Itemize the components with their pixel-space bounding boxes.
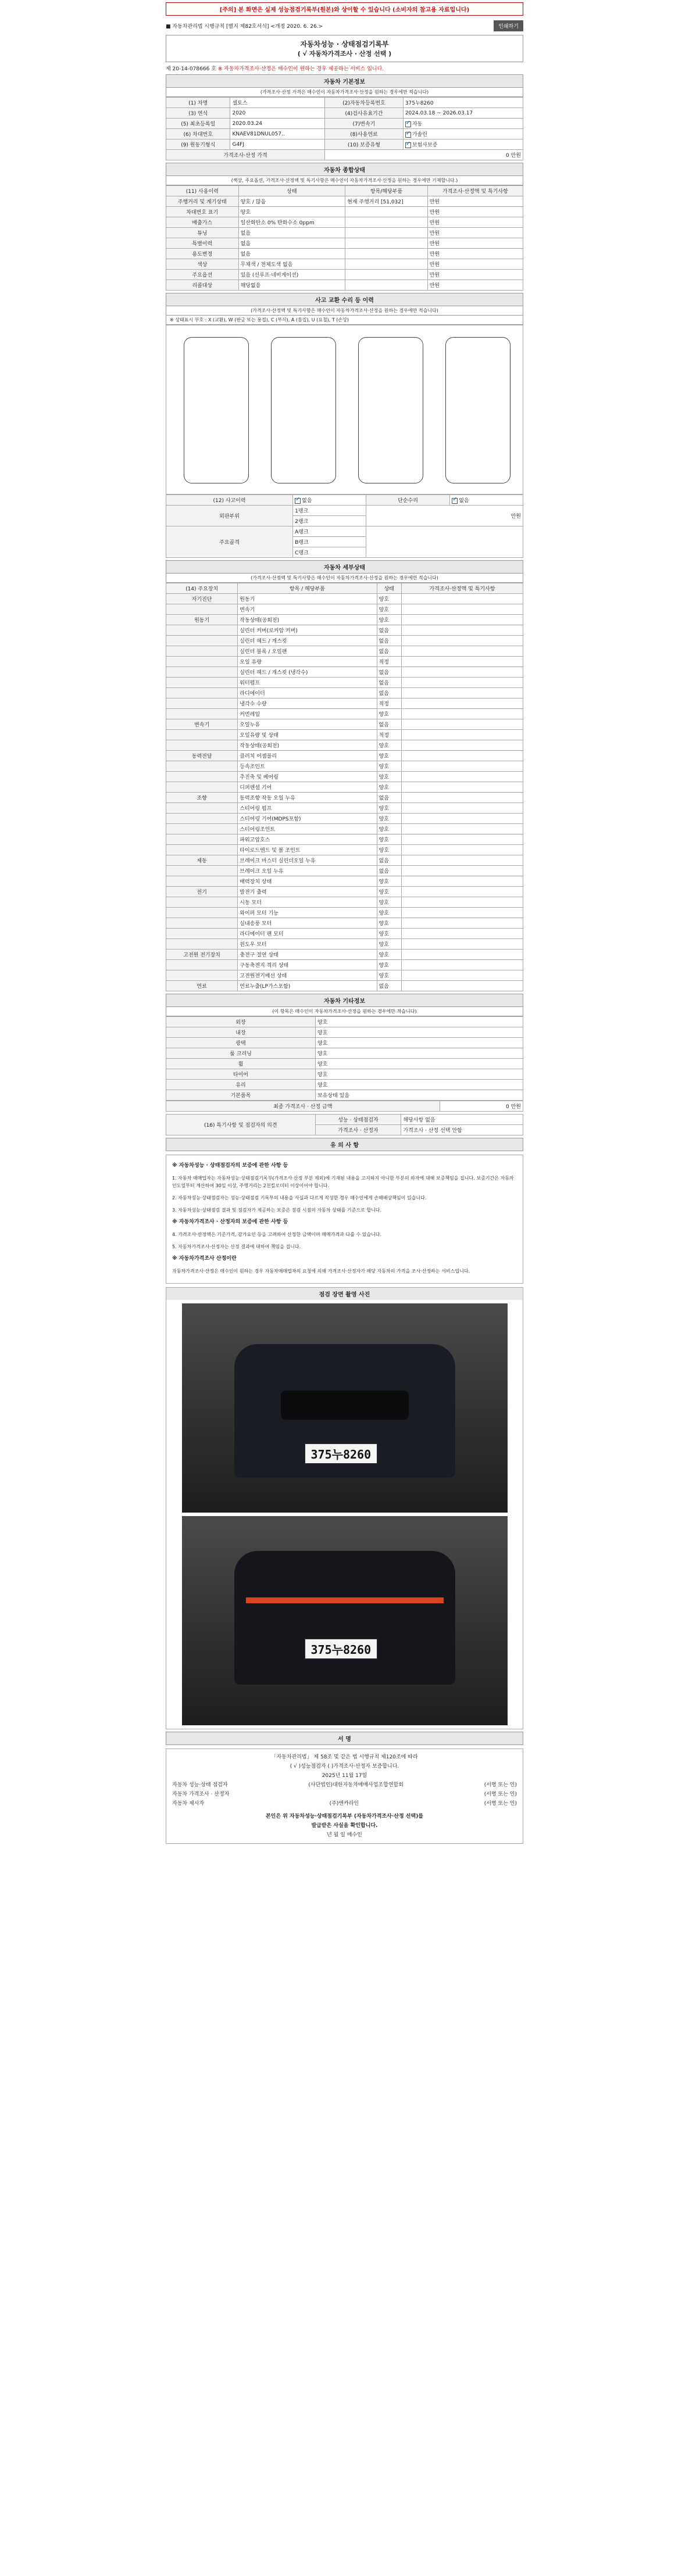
table-row: 리콜대상 해당없음 만원 xyxy=(166,280,523,291)
table-row: (6) 차대번호 KNAEV81DNUL057.. (8)사용연료 ✓ 가솔린 xyxy=(166,129,523,139)
general-state-table: (11) 사용이력 상태 항목/해당부품 가격조사·산정액 및 특기사항 주행거리 및 계기상태 양호 / 많음 현재 주행거리 [51,032] 만원 차대번호 표기 양호 만원 배출가스 일산화탄소 0% 탄화수소 0ppm 만원 튜닝 없음 만원 특별이력 없음 만원 용도변경 없음 만원 색상 무채색 / 전체도색 없음 만원 주요옵션 있음 (선루프·네비게이션) 만원 리콜대상 해당없음 만원 xyxy=(166,185,523,291)
car-diagram xyxy=(166,325,523,495)
table-row: 등속조인트 양호 xyxy=(166,761,523,772)
table-row: 제동 브레이크 마스터 실린더오일 누유 없음 xyxy=(166,855,523,866)
photo-block xyxy=(166,1287,523,1729)
accident-section-sub: (가격조사·산정액 및 특기사항은 매수인이 자동차가격조사·산정을 원하는 경우에만 적습니다) xyxy=(166,306,523,316)
table-row: 전기 발전기 출력 양호 xyxy=(166,887,523,897)
notes-paragraph: 5. 자동차가격조사·산정자는 산정 결과에 대하여 책임을 집니다. xyxy=(172,1244,301,1249)
table-row: 타이로드엔드 및 볼 조인트 양호 xyxy=(166,845,523,855)
detail-table: (14) 주요장치 항목 / 해당부품 상태 가격조사·산정액 및 특기사항 자기진단 원동기 양호 변속기 양호 원동기 작동상태(공회전) 양호 실린더 커버(로커암 커버) 없음 실린더 헤드 / 개스킷 없음 실린더 블록 / 오일팬 없음 오일 유량 적정 실린더 헤드 / 개스킷 (냉각수) 없음 워터펌프 없음 라디에이터 없음 냉각수 수량 적정 커먼레일 양호 변속기 오일누유 없음 오일유량 및 상태 적정 작동상태(공회전) 양호 동력전달 클러치 어셈블리 양호 등속조인트 양호 추진축 및 베어링 양호 디퍼렌셜 기어 양호 조향 동력조향 작동 오일 누유 없음 스티어링 펌프 양호 스티어링 기어(MDPS포함) 양호 스티어링조인트 양호 파워고압호스 양호 타이로드엔드 및 볼 조인트 양호 제동 브레이크 마스터 실린더오일 누유 없음 브레이크 오일 누유 없음 배력장치 상태 양호 전기 발전기 출력 양호 시동 모터 양호 와이퍼 모터 기능 양호 실내송풍 모터 양호 라디에이터 팬 모터 양호 윈도우 모터 양호 고전원 전기장치 충전구 절연 상태 양호 구동축전지 격리 상태 양호 고전원전기배선 상태 양호 연료 연료누출(LP가스포함) 없음 xyxy=(166,583,523,991)
table-row: 워터펌프 없음 xyxy=(166,678,523,688)
rear-photo xyxy=(182,1516,508,1725)
basic-section-title: 자동차 기본정보 xyxy=(166,74,523,88)
table-row: 배력장치 상태 양호 xyxy=(166,876,523,887)
table-row: 원동기 작동상태(공회전) 양호 xyxy=(166,615,523,625)
table-row: 오일유량 및 상태 적정 xyxy=(166,730,523,740)
table-row: 용도변경 없음 만원 xyxy=(166,249,523,259)
table-row: 고전원 전기장치 충전구 절연 상태 양호 xyxy=(166,950,523,960)
table-row: (1) 차명 셀토스 (2)자동차등록번호 375누8260 xyxy=(166,98,523,108)
general-section-title: 자동차 종합상태 xyxy=(166,163,523,176)
table-row: 외장 양호 xyxy=(166,1017,523,1027)
notes-heading: ※ 자동차가격조사 · 산정자의 보증에 관한 사항 등 xyxy=(172,1219,288,1225)
extra-table xyxy=(166,1016,523,1101)
table-row: 유리 양호 xyxy=(166,1080,523,1090)
table-row: 실린더 블록 / 오일팬 없음 xyxy=(166,646,523,657)
print-button[interactable]: 인쇄하기 xyxy=(494,20,523,31)
table-row: 동력전달 클러치 어셈블리 양호 xyxy=(166,751,523,761)
table-row: 파워고압호스 양호 xyxy=(166,834,523,845)
table-row: 연료 연료누출(LP가스포함) 없음 xyxy=(166,981,523,991)
table-row: 추진축 및 베어링 양호 xyxy=(166,772,523,782)
basic-info-table xyxy=(166,97,523,160)
checkbox-icon xyxy=(405,121,411,127)
table-row: 차대번호 표기 양호 만원 xyxy=(166,207,523,217)
table-row: 냉각수 수량 적정 xyxy=(166,698,523,709)
checkbox-icon xyxy=(452,498,458,504)
table-row: 스티어링조인트 양호 xyxy=(166,824,523,834)
table-row: 주요옵션 있음 (선루프·네비게이션) 만원 xyxy=(166,270,523,280)
car-left-view xyxy=(184,337,249,483)
doc-number-note: ※ 자동차가격조사·산정은 매수인이 원하는 경우 제공하는 서비스 입니다. xyxy=(217,66,384,72)
extra-section-sub: (이 항목은 매수인이 자동차가격조사·산정을 원하는 경우에만 적습니다) xyxy=(166,1007,523,1016)
table-row: 시동 모터 양호 xyxy=(166,897,523,908)
accident-section-title: 사고 교환 수리 등 이력 xyxy=(166,293,523,306)
table-row: 작동상태(공회전) 양호 xyxy=(166,740,523,751)
detail-section-sub: (가격조사·산정액 및 특기사항은 매수인이 자동차가격조사·산정을 원하는 경우에만 적습니다) xyxy=(166,574,523,583)
license-plate: 375누8260 xyxy=(304,1443,379,1464)
table-row: (5) 최초등록일 2020.03.24 (7)변속기 ✓ 자동 xyxy=(166,119,523,129)
total-table: 최종 가격조사 · 산정 금액 0 만원 xyxy=(166,1101,523,1112)
tail-light-bar xyxy=(246,1597,444,1603)
notes-paragraph: 자동차가격조사·산정은 매수인이 원하는 경우 자동차매매업자의 요청에 의해 가격조사·산정자가 해당 자동차의 가격을 조사·산정하는 서비스입니다. xyxy=(172,1269,470,1274)
table-row: 타이어 양호 xyxy=(166,1069,523,1080)
table-row: 내장 양호 xyxy=(166,1027,523,1038)
notice-banner: [주의] 본 화면은 실제 성능점검기록부(원본)와 상이할 수 있습니다 (소비자의 참고용 자료입니다) xyxy=(166,2,523,16)
table-row: 스티어링 기어(MDPS포함) 양호 xyxy=(166,814,523,824)
table-row: 배출가스 일산화탄소 0% 탄화수소 0ppm 만원 xyxy=(166,217,523,228)
table-row: 브레이크 오일 누유 없음 xyxy=(166,866,523,876)
table-row: 변속기 오일누유 없음 xyxy=(166,719,523,730)
table-row: 실린더 헤드 / 개스킷 없음 xyxy=(166,636,523,646)
table-row: 라디에이터 없음 xyxy=(166,688,523,698)
table-row: 디퍼렌셜 기어 양호 xyxy=(166,782,523,793)
table-row: 오일 유량 적정 xyxy=(166,657,523,667)
table-row: 실린더 커버(로커암 커버) 없음 xyxy=(166,625,523,636)
table-row: 주행거리 및 계기상태 양호 / 많음 현재 주행거리 [51,032] 만원 xyxy=(166,196,523,207)
table-row: 튜닝 없음 만원 xyxy=(166,228,523,238)
table-row: (3) 연식 2020 (4)검사유효기간 2024.03.18 ~ 2026.03.17 xyxy=(166,108,523,119)
checkbox-icon xyxy=(295,498,301,504)
table-row: 기본품목 보유상태 있음 xyxy=(166,1090,523,1101)
table-row: 휠 양호 xyxy=(166,1059,523,1069)
notes-block xyxy=(166,1155,523,1284)
table-row: 커먼레일 양호 xyxy=(166,709,523,719)
law-reference: ■ 자동차관리법 시행규칙 [별지 제82호서식] <개정 2020. 6. 26.> xyxy=(166,24,323,30)
table-row: 특별이력 없음 만원 xyxy=(166,238,523,249)
table-row: 룸 크리닝 양호 xyxy=(166,1048,523,1059)
table-row: 실내송풍 모터 양호 xyxy=(166,918,523,929)
license-plate: 375누8260 xyxy=(304,1638,379,1660)
table-row: 와이퍼 모터 기능 양호 xyxy=(166,908,523,918)
table-row: 조향 동력조향 작동 오일 누유 없음 xyxy=(166,793,523,803)
general-section-sub: (색상, 주요옵션, 가격조사·산정액 및 특기사항은 매수인이 자동차가격조사·산정을 원하는 경우에만 기재합니다.) xyxy=(166,176,523,185)
table-row: 윈도우 모터 양호 xyxy=(166,939,523,950)
table-row: 라디에이터 팬 모터 양호 xyxy=(166,929,523,939)
car-right-view xyxy=(445,337,510,483)
doc-title xyxy=(166,35,523,62)
car-top-rear-view xyxy=(358,337,423,483)
detail-section-title: 자동차 세부상태 xyxy=(166,560,523,574)
doc-title-sub: ( √ 자동차가격조사 · 산정 선택 ) xyxy=(297,50,392,58)
front-photo xyxy=(182,1303,508,1513)
table-row: 변속기 양호 xyxy=(166,604,523,615)
checkbox-icon xyxy=(405,132,411,138)
notes-paragraph: 3. 자동차성능·상태점검 결과 및 점검자가 제공하는 보증은 점검 시점의 자동차 상태를 기준으로 합니다. xyxy=(172,1208,382,1213)
table-row: 스티어링 펌프 양호 xyxy=(166,803,523,814)
table-row: 자기진단 원동기 양호 xyxy=(166,594,523,604)
notes-paragraph: 2. 자동차성능·상태점검자는 성능·상태점검 기록부의 내용을 사실과 다르게 작성한 경우 매수인에게 손해배상책임이 있습니다. xyxy=(172,1195,427,1201)
notes-title: 유 의 사 항 xyxy=(166,1138,523,1151)
sign-block: 「자동차관리법」 제 58조 및 같은 법 시행규칙 제120조에 따라 ( √ )성능점검자 ( )가격조사·산정자 보증합니다. 2025년 11월 17일 자동차 성능·상태 점검자 (사단법인)대한자동차매매사업조합연합회 (서명 또는 인) 자동차 가격조사 · 산정자 (서명 또는 인) 자동차 제시자 (주)엔카라인 (서명 또는 인) 본인은 위 자동차성능·상태점검기록부 (자동차가격조사·산정 선택)를 발급받은 사실을 확인합니다. 년 월 일 매수인 xyxy=(166,1749,523,1844)
checkbox-icon xyxy=(405,142,411,148)
doc-title-main: 자동차성능 · 상태점검기록부 xyxy=(300,40,389,48)
doc-number-line xyxy=(166,65,523,72)
car-top-front-view xyxy=(271,337,336,483)
doc-number: 제 20-14-078666 호 xyxy=(166,66,216,72)
table-row: 색상 무채색 / 전체도색 없음 만원 xyxy=(166,259,523,270)
photo-title: 점검 장면 촬영 사진 xyxy=(166,1288,523,1300)
notes-heading: ※ 자동차성능 · 상태점검자의 보증에 관한 사항 등 xyxy=(172,1163,288,1169)
table-row: 광택 양호 xyxy=(166,1038,523,1048)
accident-legend: ※ 상태표시 부호 : X (교환), W (판금 또는 용접), C (부식), A (흠집), U (요철), T (손상) xyxy=(166,316,523,325)
car-grille xyxy=(281,1391,409,1420)
document xyxy=(166,0,523,1844)
notes-paragraph: 4. 가격조사·산정액은 기준가격, 감가요인 등을 고려하여 산정한 금액이며 매매가격과 다를 수 있습니다. xyxy=(172,1232,382,1237)
notes-paragraph: 1. 자동차 매매업자는 자동차성능·상태점검기록부(가격조사·산정 부분 제외)에 기재된 내용을 고지하지 아니한 부분의 하자에 대해 보증책임을 집니다. 보증기간은 자동차 인도일부터 계산하여 30일 이상, 주행거리는 2천킬로미터 이상이어야 합니다. xyxy=(172,1176,514,1188)
table-row: 구동축전지 격리 상태 양호 xyxy=(166,960,523,970)
table-row: (9) 원동기형식 G4FJ (10) 보증유형 ✓ 보험사보증 xyxy=(166,139,523,150)
basic-section-sub: (가격조사·산정 가격은 매수인이 자동차가격조사·산정을 원하는 경우에만 적습니다) xyxy=(166,88,523,97)
car-rear-shape xyxy=(234,1551,455,1685)
sign-title: 서 명 xyxy=(166,1732,523,1745)
table-row: 실린더 헤드 / 개스킷 (냉각수) 없음 xyxy=(166,667,523,678)
sign-date: 2025년 11월 17일 xyxy=(322,1773,367,1779)
law-line xyxy=(166,20,523,31)
table-row: 가격조사·산정 가격 0 만원 xyxy=(166,150,523,160)
notes-heading: ※ 자동차가격조사 산정이란 xyxy=(172,1256,237,1262)
table-row: 고전원전기배선 상태 양호 xyxy=(166,970,523,981)
opinion-table: (16) 특기사항 및 점검자의 의견 성능 · 상태점검자 해당사항 없음 가격조사 · 산정자 가격조사 · 산정 선택 안함 xyxy=(166,1114,523,1135)
extra-section-title: 자동차 기타정보 xyxy=(166,994,523,1007)
accident-table: (12) 사고이력 ✓ 없음 단순수리 ✓ 없음 외판부위 1랭크 만원 2랭크 주요골격 A랭크 B랭크 C랭크 xyxy=(166,495,523,558)
